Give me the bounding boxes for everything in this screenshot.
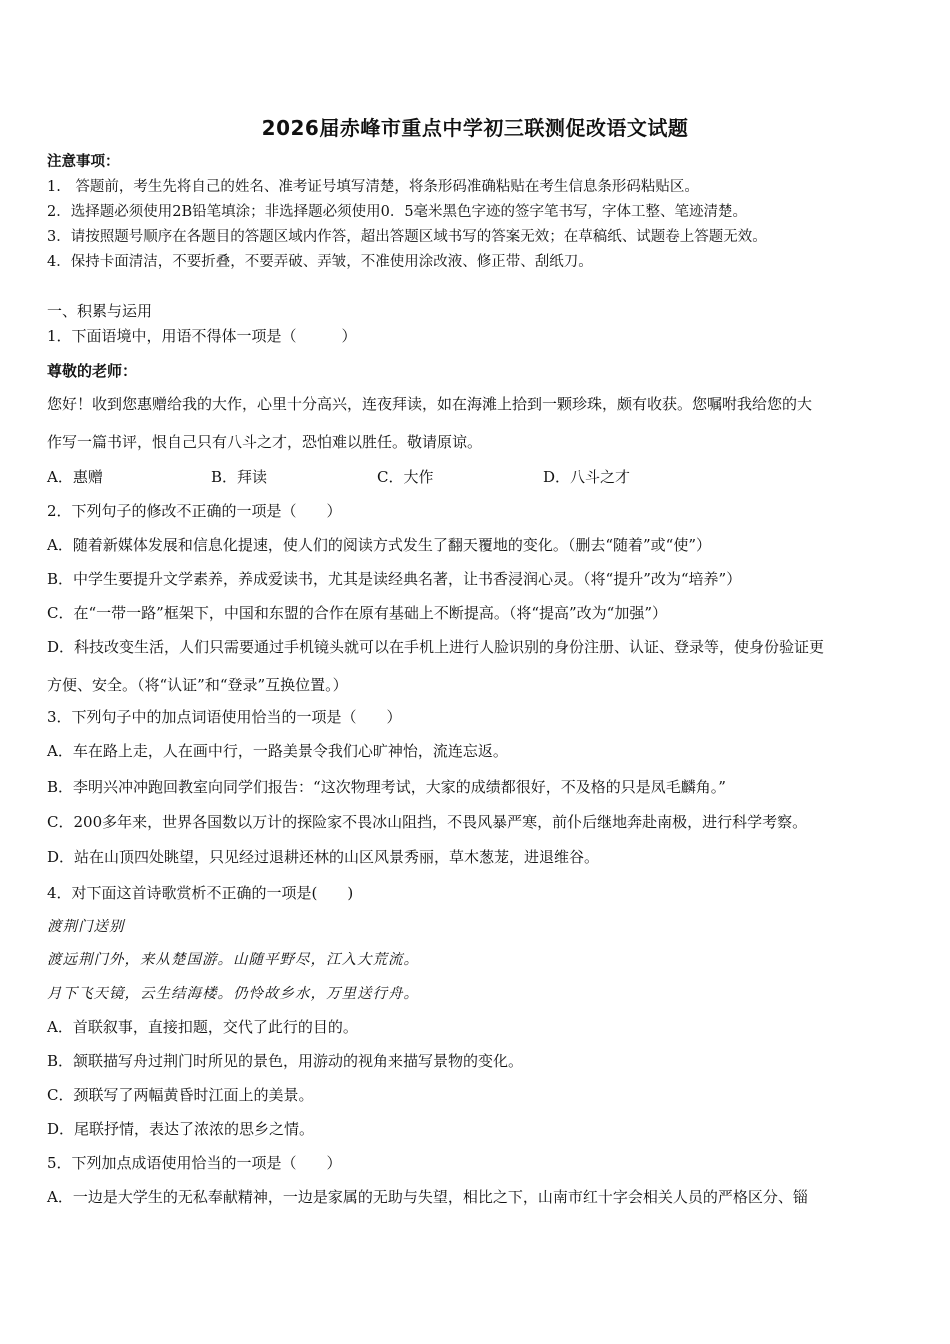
notice-item: 4．保持卡面清洁，不要折叠，不要弄破、弄皱，不准使用涂改液、修正带、刮纸刀。 [47,254,593,270]
poem-line: 渡远荆门外，来从楚国游。山随平野尽，江入大荒流。 [47,952,419,968]
question-5-stem: 5．下列加点成语使用恰当的一项是（ ） [47,1154,342,1172]
question-2-option-d: D．科技改变生活，人们只需要通过手机镜头就可以在手机上进行人脸识别的身份注册、认证、登录等，使身份验证更 [47,638,825,656]
question-1-option-d: D．八斗之才 [543,468,631,486]
question-2-option-b: B．中学生要提升文学素养，养成爱读书，尤其是读经典名著，让书香浸润心灵。（将“提升”改为“培养”） [47,570,742,588]
section-heading: 一、积累与运用 [47,302,153,320]
question-1-option-a: A．惠赠 [47,468,103,486]
letter-greeting: 尊敬的老师： [47,362,138,380]
question-3-option-d: D．站在山顶四处眺望，只见经过退耕还林的山区风景秀丽，草木葱茏，进退维谷。 [47,848,600,866]
question-3-option-a: A．车在路上走，人在画中行，一路美景令我们心旷神怡，流连忘返。 [47,742,508,760]
notice-item: 3．请按照题号顺序在各题目的答题区域内作答，超出答题区域书写的答案无效；在草稿纸、试题卷上答题无效。 [47,229,767,245]
page-title: 2026届赤峰市重点中学初三联测促改语文试题 [261,116,689,140]
question-4-option-d: D．尾联抒情，表达了浓浓的思乡之情。 [47,1120,315,1138]
poem-title: 渡荆门送别 [47,919,125,935]
letter-paragraph: 您好！收到您惠赠给我的大作，心里十分高兴，连夜拜读，如在海滩上拾到一颗珍珠，颇有收获。您嘱咐我给您的大 [47,395,813,413]
question-1-option-b: B．拜读 [211,468,268,486]
question-3-option-c: C．200多年来，世界各国数以万计的探险家不畏冰山阻挡，不畏风暴严寒，前仆后继地奔赴南极，进行科学考察。 [47,813,808,831]
notice-item: 1. 答题前，考生先将自己的姓名、准考证号填写清楚，将条形码准确粘贴在考生信息条形码粘贴区。 [47,179,699,195]
question-2-option-a: A．随着新媒体发展和信息化提速，使人们的阅读方式发生了翻天覆地的变化。（删去“随着”或“使”） [47,536,712,554]
notice-item: 2．选择题必须使用2B铅笔填涂；非选择题必须使用0．5毫米黑色字迹的签字笔书写，字体工整、笔迹清楚。 [47,204,748,220]
question-3-option-b: B．李明兴冲冲跑回教室向同学们报告：“这次物理考试，大家的成绩都很好，不及格的只是凤毛麟角。” [47,778,726,796]
question-4-option-a: A．首联叙事，直接扣题，交代了此行的目的。 [47,1018,358,1036]
question-3-stem: 3．下列句子中的加点词语使用恰当的一项是（ ） [47,708,402,726]
question-4-option-b: B．颔联描写舟过荆门时所见的景色，用游动的视角来描写景物的变化。 [47,1052,524,1070]
letter-paragraph: 作写一篇书评，恨自己只有八斗之才，恐怕难以胜任。敬请原谅。 [47,433,483,451]
question-2-stem: 2．下列句子的修改不正确的一项是（ ） [47,502,342,520]
poem-line: 月下飞天镜，云生结海楼。仍怜故乡水，万里送行舟。 [47,986,419,1002]
question-2-option-c: C．在“一带一路”框架下，中国和东盟的合作在原有基础上不断提高。（将“提高”改为“加强”） [47,604,667,622]
question-5-option-a: A．一边是大学生的无私奉献精神，一边是家属的无助与失望，相比之下，山南市红十字会相关人员的严格区分、锱 [47,1188,808,1206]
notice-heading: 注意事项： [47,153,120,170]
question-2-option-d-cont: 方便、安全。（将“认证”和“登录”互换位置。） [47,676,348,694]
question-1-option-c: C．大作 [377,468,434,486]
question-4-option-c: C．颈联写了两幅黄昏时江面上的美景。 [47,1086,314,1104]
question-1-stem: 1．下面语境中，用语不得体一项是（ ） [47,327,357,345]
question-4-stem: 4．对下面这首诗歌赏析不正确的一项是( ) [47,884,354,902]
